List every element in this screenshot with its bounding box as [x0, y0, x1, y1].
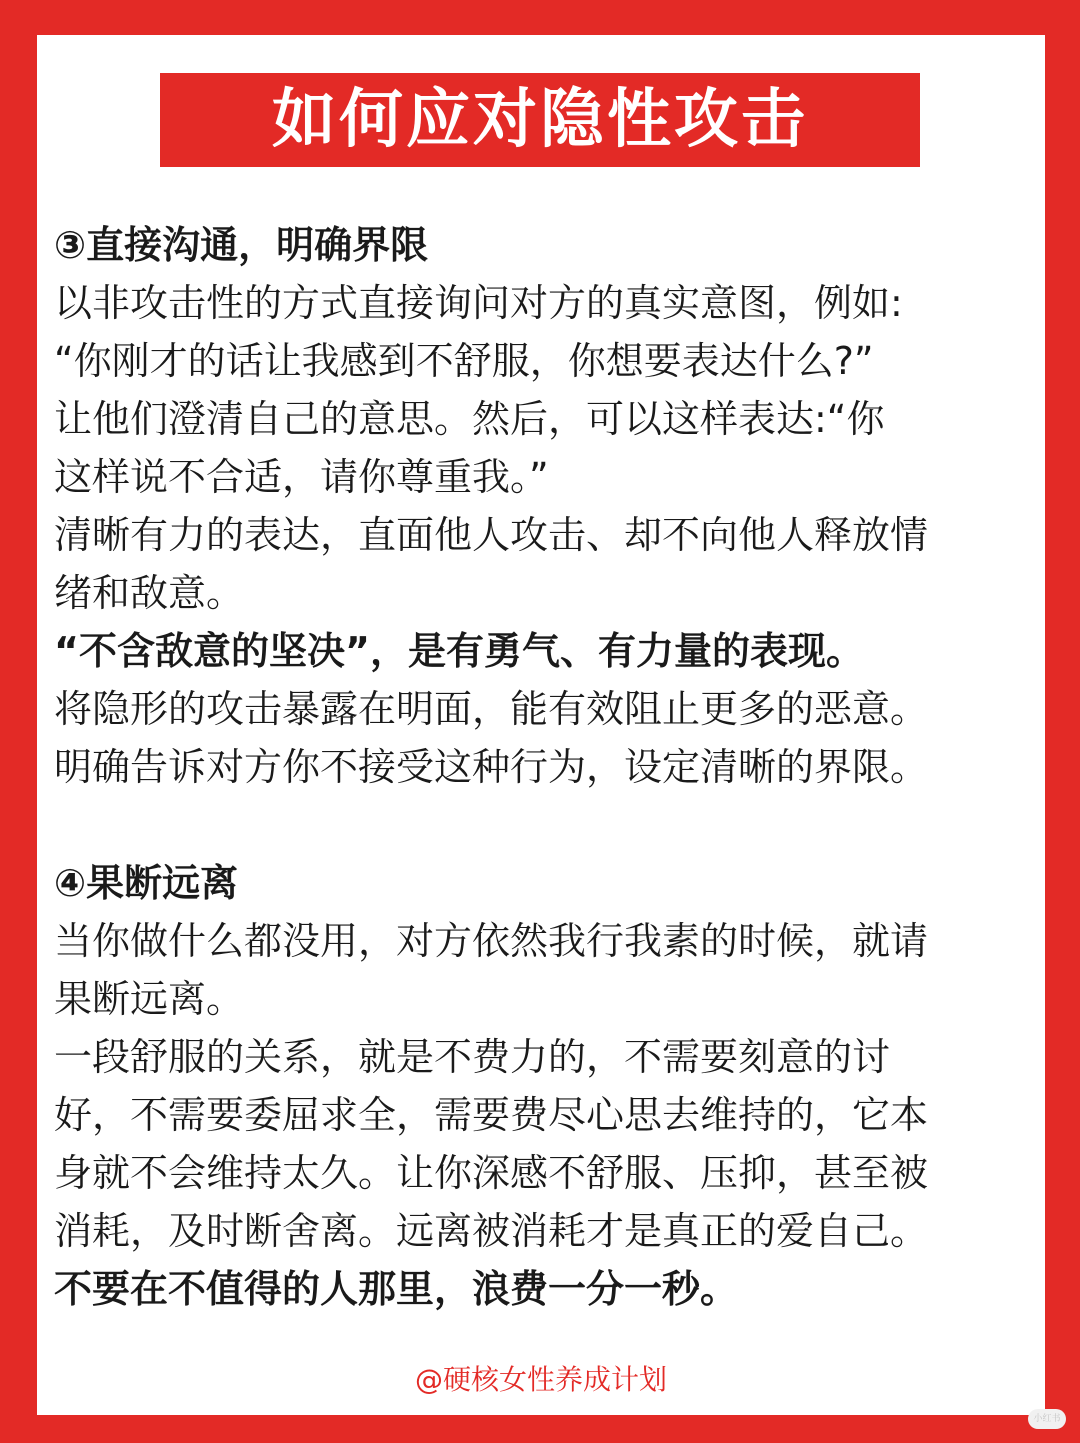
section-4-line: 一段舒服的关系，就是不费力的，不需要刻意的讨	[54, 1035, 891, 1079]
section-3-line: 清晰有力的表达，直面他人攻击、却不向他人释放情	[54, 513, 929, 557]
section-4-emphasis: 不要在不值得的人那里，浪费一分一秒。	[54, 1267, 739, 1311]
section-3-line: 绪和敌意。	[54, 571, 245, 615]
article-body	[54, 216, 1034, 1318]
section-4-line: 好，不需要委屈求全，需要费尽心思去维持的，它本	[54, 1093, 929, 1137]
section-3-line: 以非攻击性的方式直接询问对方的真实意图，例如:	[54, 281, 903, 325]
section-3-line: 让他们澄清自己的意思。然后，可以这样表达:“你	[54, 397, 885, 441]
section-4-heading: ④果断远离	[54, 861, 239, 905]
section-4-line: 消耗，及时断舍离。远离被消耗才是真正的爱自己。	[54, 1209, 929, 1253]
section-4-line: 当你做什么都没用，对方依然我行我素的时候，就请	[54, 919, 929, 963]
section-3-line: 明确告诉对方你不接受这种行为，设定清晰的界限。	[54, 745, 929, 789]
section-3-line: 这样说不合适，请你尊重我。”	[54, 455, 549, 499]
section-spacer	[54, 796, 1034, 854]
platform-watermark: 小红书	[1028, 1409, 1066, 1429]
section-4-line: 身就不会维持太久。让你深感不舒服、压抑，甚至被	[54, 1151, 929, 1195]
title-banner	[160, 73, 920, 167]
author-signature: @硬核女性养成计划	[414, 1363, 667, 1396]
content-card	[37, 35, 1045, 1415]
section-3-line: 将隐形的攻击暴露在明面，能有效阻止更多的恶意。	[54, 687, 929, 731]
section-3-emphasis: “不含敌意的坚决”，是有勇气、有力量的表现。	[54, 629, 864, 673]
page-title: 如何应对隐性攻击	[272, 83, 808, 157]
section-3-heading: ③直接沟通，明确界限	[54, 223, 429, 267]
section-4-line: 果断远离。	[54, 977, 245, 1021]
section-3-line: “你刚才的话让我感到不舒服，你想要表达什么?”	[54, 339, 874, 383]
